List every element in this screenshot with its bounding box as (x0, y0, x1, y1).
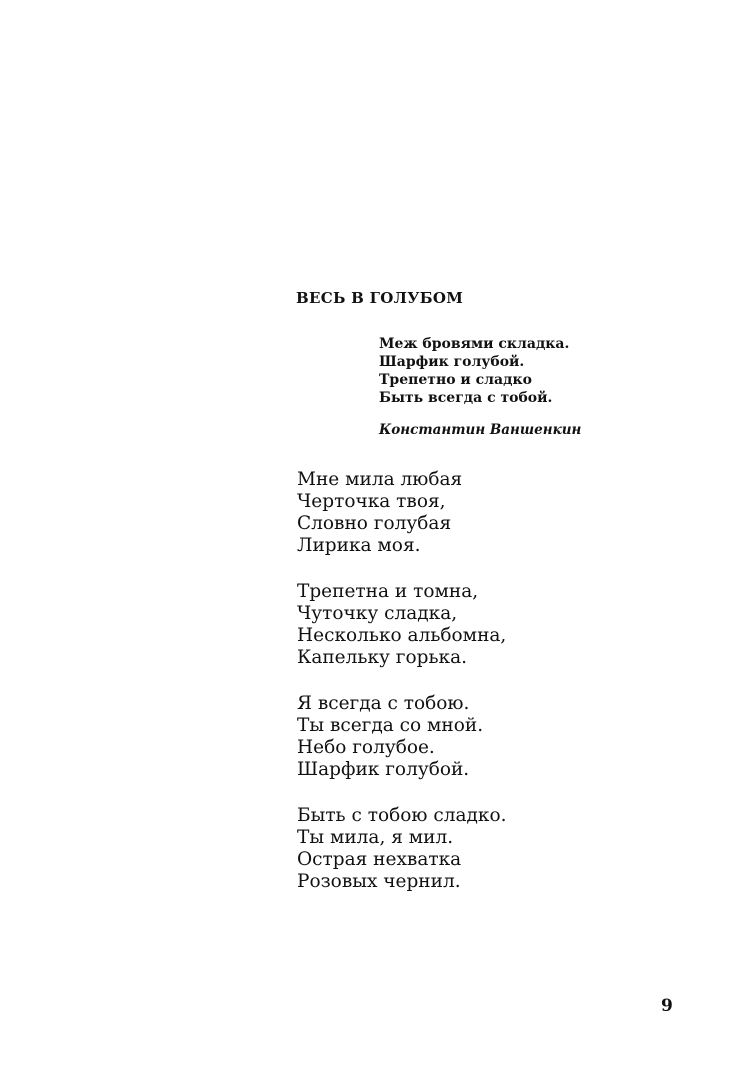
epigraph-line: Быть всегда с тобой. (379, 390, 553, 406)
poem-line: Острая нехватка (297, 849, 462, 870)
poem-line: Ты мила, я мил. (297, 827, 454, 848)
epigraph-line: Меж бровями складка. (379, 336, 570, 352)
poem-title: ВЕСЬ В ГОЛУБОМ (296, 289, 464, 307)
poem-line: Ты всегда со мной. (297, 715, 484, 736)
poem-line: Шарфик голубой. (297, 759, 470, 780)
poem-line: Несколько альбомна, (297, 625, 507, 646)
poem-line: Капельку горька. (297, 647, 467, 668)
poem-line: Словно голубая (297, 513, 452, 534)
poem-line: Чуточку сладка, (297, 603, 458, 624)
epigraph-line: Трепетно и сладко (379, 372, 532, 388)
epigraph-author: Константин Ваншенкин (379, 422, 582, 438)
poem-line: Лирика моя. (297, 535, 421, 556)
poem-line: Небо голубое. (297, 737, 435, 758)
poem-line: Быть с тобою сладко. (297, 805, 507, 826)
poem-line: Черточка твоя, (297, 491, 446, 512)
stanza-1 (297, 469, 697, 557)
poem-line: Я всегда с тобою. (297, 693, 470, 714)
stanza-2 (297, 581, 697, 669)
page-number: 9 (661, 996, 673, 1016)
poem-body (297, 469, 697, 917)
stanza-4 (297, 805, 697, 893)
poem-line: Розовых чернил. (297, 871, 461, 892)
poem-line: Трепетна и томна, (297, 581, 479, 602)
epigraph-line: Шарфик голубой. (379, 354, 525, 370)
poem-line: Мне мила любая (297, 469, 463, 490)
stanza-3 (297, 693, 697, 781)
epigraph (379, 335, 709, 439)
